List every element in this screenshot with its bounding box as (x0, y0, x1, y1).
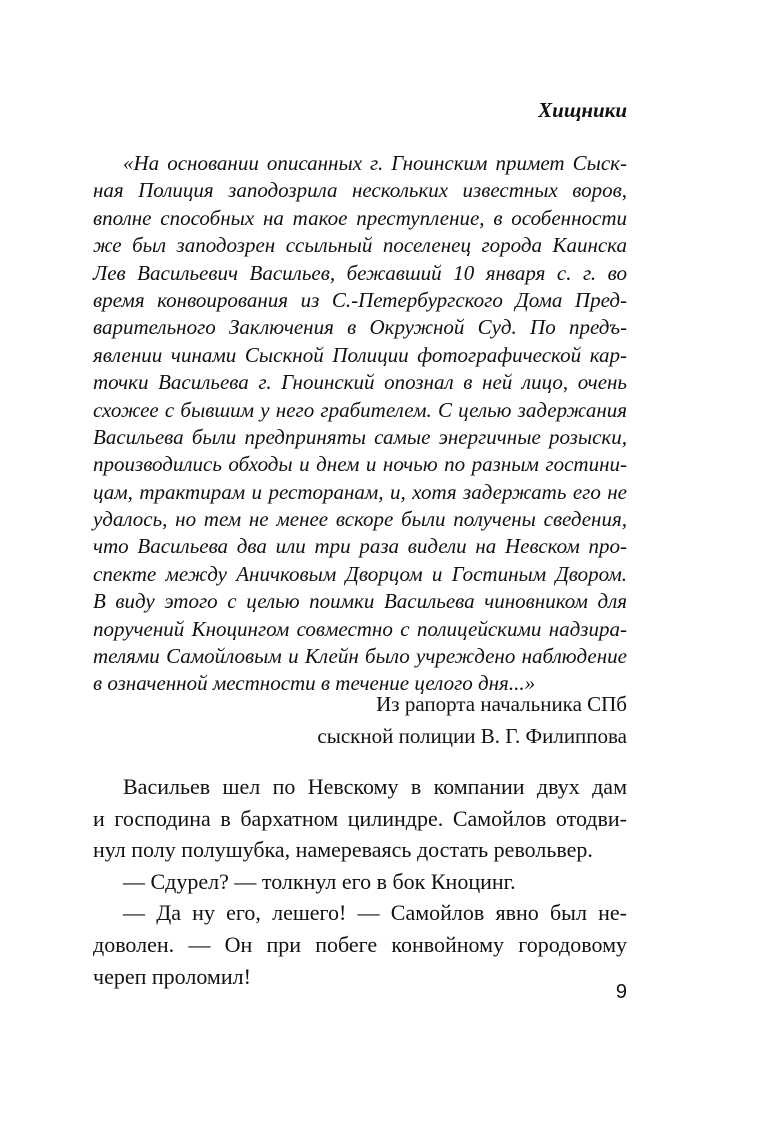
epigraph-line: производились обходы и днем и ночью по разным гостини- (93, 452, 627, 477)
epigraph-line: телями Самойловым и Клейн было учреждено наблюдение (93, 644, 627, 669)
epigraph-line: ная Полиция заподозрила нескольких известных воров, (93, 178, 627, 203)
epigraph-line: удалось, но тем не менее вскоре были получены сведения, (93, 507, 627, 532)
body-line: нул полу полушубка, намереваясь достать револьвер. (93, 837, 593, 863)
epigraph-line: точки Васильева г. Гноинский опознал в ней лицо, очень (93, 370, 627, 395)
epigraph-line: же был заподозрен ссыльный поселенец города Каинска (93, 233, 627, 258)
epigraph-line: Лев Васильевич Васильев, бежавший 10 января с. г. во (93, 260, 627, 285)
epigraph-line: спекте между Аничковым Дворцом и Гостиным Двором. (93, 561, 627, 586)
epigraph-source-line: сыскной полиции В. Г. Филиппова (317, 724, 627, 748)
body-line: Васильев шел по Невскому в компании двух дам (123, 774, 627, 799)
epigraph-line: поручений Кноцингом совместно с полицейскими надзира- (93, 616, 627, 641)
epigraph-line: вполне способных на такое преступление, в особенности (93, 205, 627, 230)
body-text (93, 771, 627, 992)
book-page (93, 0, 627, 1123)
epigraph-line: что Васильева два или три раза видели на Невском про- (93, 534, 627, 559)
epigraph-line: время конвоирования из С.-Петербургского Дома Пред- (93, 287, 627, 312)
epigraph-line: Васильева были предприняты самые энергичные розыски, (93, 424, 627, 449)
epigraph-line: цам, трактирам и ресторанам, и, хотя задержать его не (93, 479, 627, 504)
epigraph-line: явлении чинами Сыскной Полиции фотографической кар- (93, 342, 627, 367)
body-line: доволен. — Он при побеге конвойному городовому (93, 931, 627, 957)
epigraph-line: схожее с бывшим у него грабителем. С целью задержания (93, 397, 627, 422)
page-number: 9 (615, 981, 627, 1003)
epigraph-source (317, 688, 627, 752)
epigraph-line: варительного Заключения в Окружной Суд. По предъ- (93, 315, 627, 340)
epigraph-source-line: Из рапорта начальника СПб (376, 692, 627, 716)
epigraph-line: в означенной местности в течение целого дня...» (93, 671, 536, 696)
body-line: череп проломил! (93, 963, 251, 989)
epigraph-quote (93, 150, 627, 698)
body-line: и господина в бархатном цилиндре. Самойлов отодви- (93, 805, 627, 831)
body-line: — Да ну его, лешего! — Самойлов явно был не- (123, 900, 627, 926)
epigraph-line: В виду этого с целью поимки Васильева чиновником для (93, 589, 627, 614)
body-line: — Сдурел? — толкнул его в бок Кноцинг. (123, 868, 516, 894)
running-head: Хищники (538, 98, 627, 122)
epigraph-line: «На основании описанных г. Гноинским примет Сыск- (123, 151, 627, 175)
